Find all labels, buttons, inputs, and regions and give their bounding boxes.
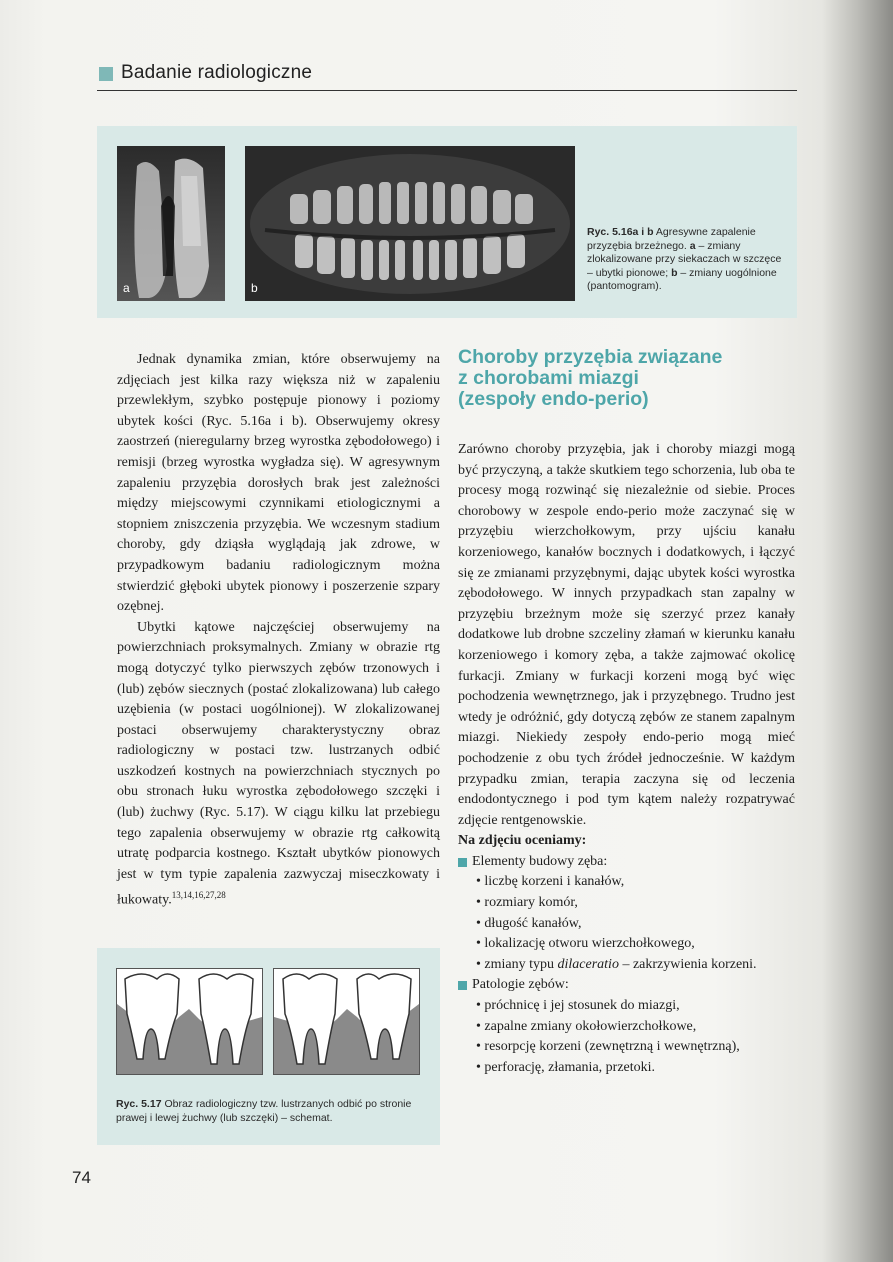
right-paragraph-1: Zarówno choroby przyzębia, jak i choroby miazgi mogą być przyczyną, a także skutkiem tego schorzenia, lub oba te procesy mogą rozwinąć się niezależnie od siebie. Proces chorobowy w zespole endo-perio może zaczynać się w przyzębiu wierzchołkowym, przy ujściu kanału korzeniowego, kanałów bocznych i dodatkowych, i łączyć się ze zmianami przyzębnymi, dając ubytek kości wyrostka zębodołowego. W innych przypadkach stan zapalny w przyzębiu brzeżnym może się szerzyć przez kanały dodatkowe lub drobne szczeliny złamań w kierunku kanału korzeniowego i komory zęba, a także zajmować okolicę furkacji. Zmiany w furkacji korzeni mogą być więc pochodzenia wewnętrznego, jak i przyzębnego. Trudno jest wtedy je odróżnić, gdy dotyczą zębów ze stanem zapalnym miazgi. Niekiedy zespoły endo-perio mogą mieć pochodzenie z obu tych źródeł jednocześnie. W każdym przypadku zmian, terapia zaczyna się od leczenia endodontycznego i pod tym kątem należy rozpatrywać zdjęcie rentgenowskie. bbox=[458, 442, 795, 828]
figure-5-16-panel bbox=[97, 126, 797, 318]
section-title: Badanie radiologiczne bbox=[121, 62, 313, 83]
page-number: 74 bbox=[72, 1168, 91, 1187]
caption-b-label: b bbox=[671, 266, 678, 279]
right-column bbox=[458, 440, 795, 1078]
left-paragraph-2 bbox=[117, 618, 440, 912]
list-item: • długość kanałów, bbox=[458, 914, 795, 935]
list-item: • resorpcję korzeni (zewnętrzną i wewnętrzną), bbox=[458, 1037, 795, 1058]
evaluate-label: Na zdjęciu oceniamy: bbox=[458, 833, 587, 849]
xray-image-b bbox=[245, 146, 575, 301]
list-item: • próchnicę i jej stosunek do miazgi, bbox=[458, 996, 795, 1017]
figure-5-17-caption bbox=[116, 1098, 426, 1125]
tooth-schematic-right bbox=[274, 969, 419, 1074]
xray-a-drawing bbox=[117, 146, 225, 301]
header-square-icon bbox=[99, 67, 113, 81]
figure-5-16-caption bbox=[587, 226, 787, 294]
list-item: • lokalizację otworu wierzchołkowego, bbox=[458, 934, 795, 955]
heading-line-2: z chorobami miazgi bbox=[458, 367, 639, 389]
caption-b-text: – zmiany uogólnione (pantomogram). bbox=[587, 266, 777, 292]
heading-line-3: (zespoły endo-perio) bbox=[458, 388, 649, 410]
list-item: • zapalne zmiany okołowierzchołkowe, bbox=[458, 1017, 795, 1038]
list-item: • liczbę korzeni i kanałów, bbox=[458, 872, 795, 893]
list-category-2: Patologie zębów: bbox=[458, 975, 795, 996]
list-item-suffix: – zakrzywienia korzeni. bbox=[618, 956, 757, 972]
list-item-prefix: zmiany typu bbox=[484, 956, 558, 972]
evaluation-list bbox=[458, 852, 795, 1079]
figure-5-17-panel bbox=[97, 948, 440, 1145]
caption-text: Obraz radiologiczny tzw. lustrzanych odbić po stronie prawej i lewej żuchwy (lub szczęki) – schemat. bbox=[116, 1098, 412, 1124]
tooth-schematic-left bbox=[117, 969, 262, 1074]
caption-id: Ryc. 5.16a i b bbox=[587, 226, 654, 238]
list-item: • rozmiary komór, bbox=[458, 893, 795, 914]
caption-a-label: a bbox=[689, 239, 696, 252]
caption-text: Agresywne zapalenie przyzębia brzeżnego. bbox=[587, 226, 756, 252]
left-paragraph-2-text: Ubytki kątowe najczęściej obserwujemy na powierzchniach proksymalnych. Zmiany w obrazie rtg mogą dotyczyć tylko pierwszych zębów trzonowych i (lub) zębów siecznych (postać zlokalizowana) lub całego uzębienia (w postaci uogólnionej). W zlokalizowanej postaci obserwujemy charakterystyczny obraz radiologiczny w postaci tzw. lustrzanych odbić uszkodzeń kostnych na powierzchniach stycznych po obu stronach łuku wyrostka zębodołowego szczęki i (lub) żuchwy (Ryc. 5.17). W ciągu kilku lat przebiegu tego zapalenia obserwujemy w obrazie rtg całkowitą utratę podparcia kostnego. Kształt ubytków pionowych jest w tym typie zapalenia zazwyczaj miseczkowaty i łukowaty. bbox=[117, 619, 440, 909]
section-heading bbox=[458, 347, 798, 410]
schematic-left bbox=[116, 968, 263, 1075]
heading-line-1: Choroby przyzębia związane bbox=[458, 346, 723, 368]
left-paragraph-1: Jednak dynamika zmian, które obserwujemy na zdjęciach jest kilka razy większa niż w zapaleniu przewlekłym, szybko postępuje pionowy i poziomy ubytek kości (Ryc. 5.16a i b). Obserwujemy okresy zaostrzeń (nieregularny brzeg wyrostka zębodołowego) i remisji (brzeg wyrostka wygładza się). W agresywnym zapaleniu przyzębia dorosłych brak jest zależności między miejscowymi czynnikami etiologicznymi a stopniem zniszczenia przyzębia. We wczesnym stadium choroby, gdy dziąsła wyglądają jak zdrowe, w przypadkowym badaniu radiologicznym można stwierdzić głęboki ubytek pionowy i poszerzenie szpary ozębnej. bbox=[117, 352, 440, 615]
xray-image-a bbox=[117, 146, 225, 301]
left-paragraph-2-refs: 13,14,16,27,28 bbox=[171, 890, 226, 901]
schematic-right bbox=[273, 968, 420, 1075]
xray-label-b: b bbox=[251, 281, 258, 295]
caption-a-text: – zmiany zlokalizowane przy siekaczach w szczęce – ubytki pionowe; bbox=[587, 239, 782, 279]
caption-id: Ryc. 5.17 bbox=[116, 1098, 162, 1110]
left-column bbox=[117, 350, 440, 912]
page-header bbox=[97, 62, 797, 91]
list-category-1: Elementy budowy zęba: bbox=[458, 852, 795, 873]
pantomogram-drawing bbox=[245, 146, 575, 301]
list-item-italic: dilaceratio bbox=[557, 956, 619, 972]
xray-label-a: a bbox=[123, 281, 130, 295]
list-item: • perforację, złamania, przetoki. bbox=[458, 1058, 795, 1079]
list-item bbox=[458, 955, 795, 976]
